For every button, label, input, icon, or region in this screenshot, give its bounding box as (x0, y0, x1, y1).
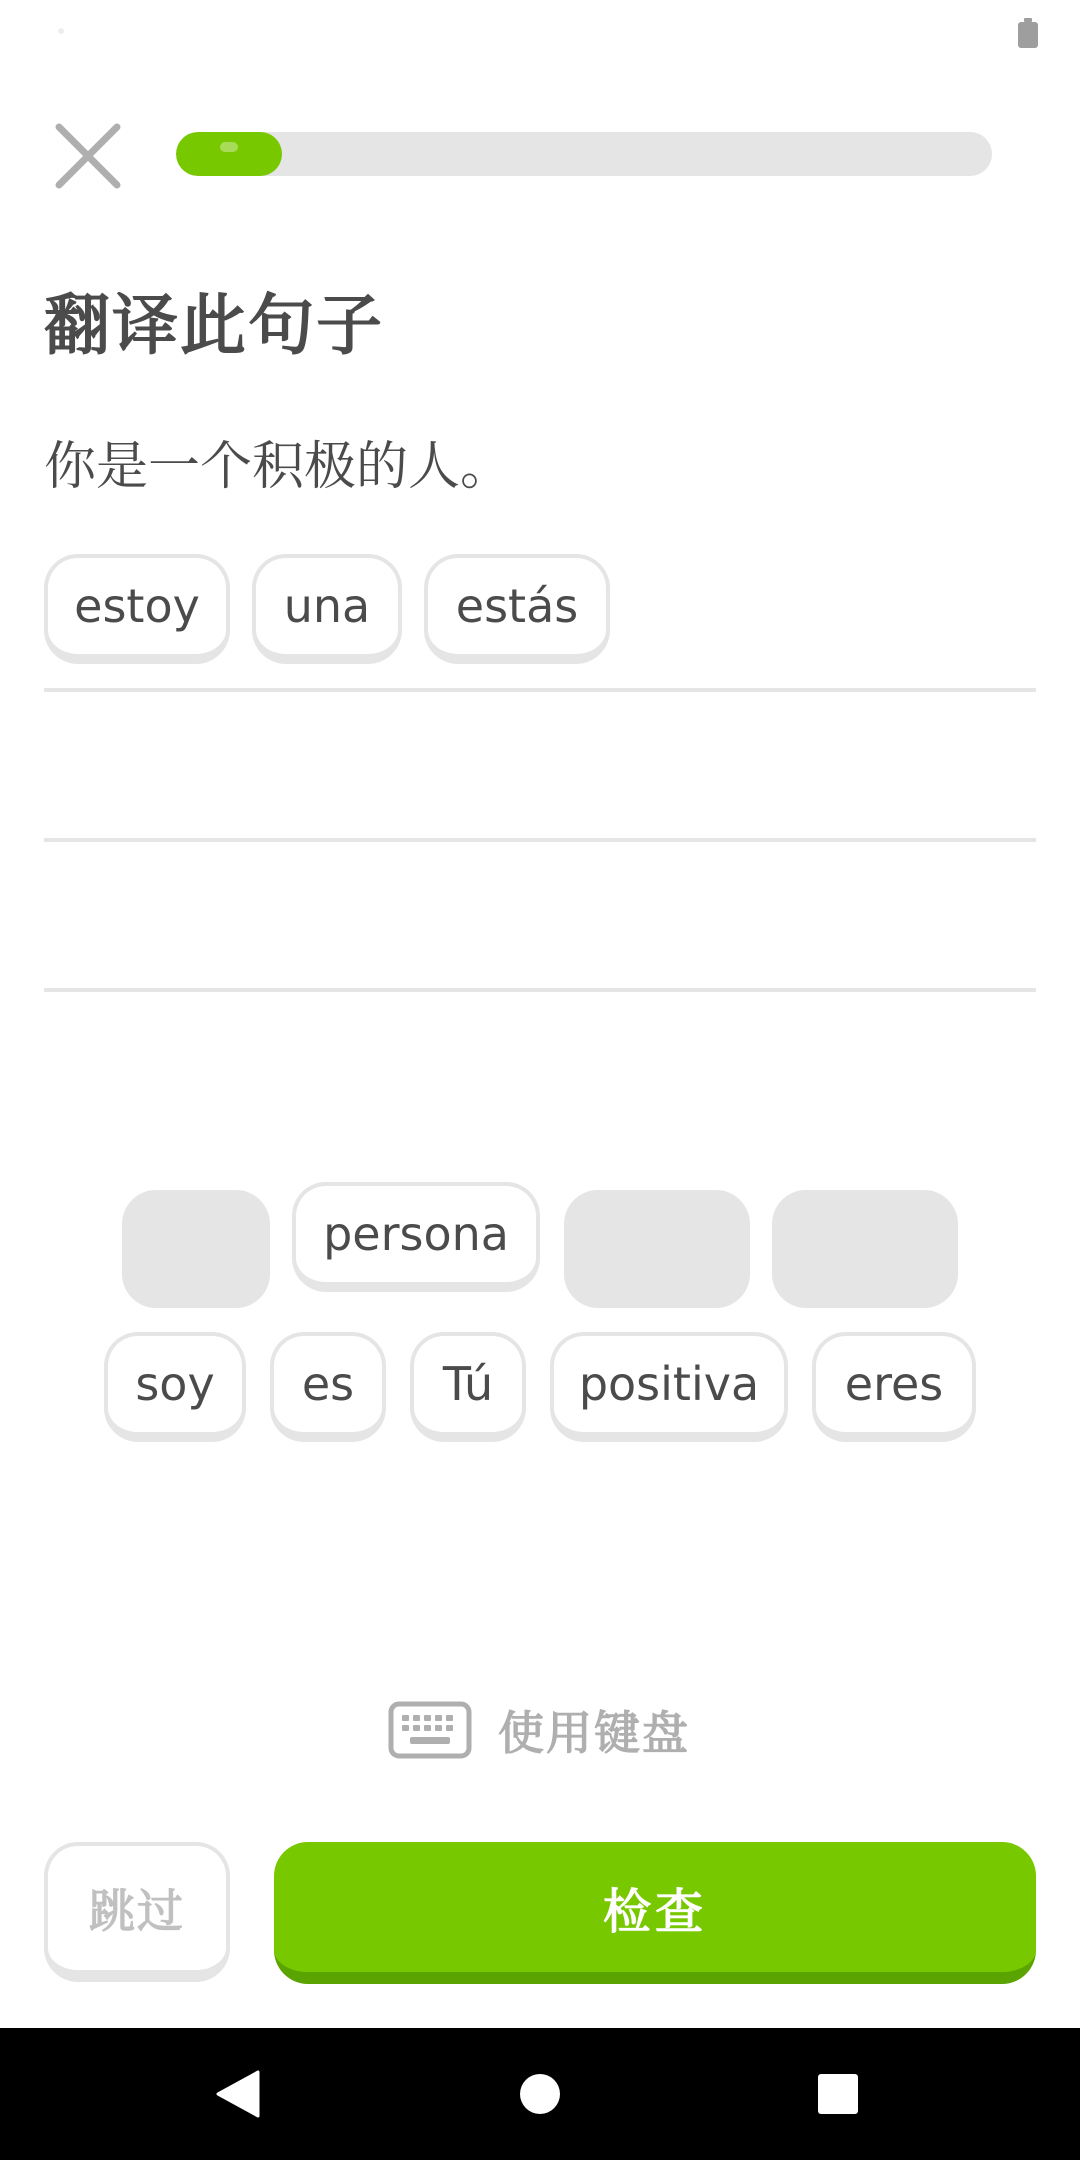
check-button[interactable]: 检查 (274, 1842, 1036, 1984)
word-bank-slot-empty (564, 1190, 750, 1308)
close-button[interactable] (50, 118, 126, 194)
word-bank-chip[interactable]: positiva (550, 1332, 788, 1442)
battery-icon (1018, 18, 1038, 48)
word-bank-chip[interactable]: es (270, 1332, 386, 1442)
page-title: 翻译此句子 (44, 287, 384, 364)
word-bank-slot-empty (122, 1190, 270, 1308)
answer-line (44, 988, 1036, 992)
word-bank-chip[interactable]: soy (104, 1332, 246, 1442)
word-bank-chip[interactable]: Tú (410, 1332, 526, 1442)
answer-chip[interactable]: estoy (44, 554, 230, 664)
back-button[interactable] (208, 2064, 268, 2124)
use-keyboard-button[interactable] (388, 1700, 690, 1760)
answer-line (44, 688, 1036, 692)
word-bank-slot-empty (772, 1190, 958, 1308)
answer-chip[interactable]: estás (424, 554, 610, 664)
home-icon (518, 2072, 562, 2116)
lesson-progress-bar (176, 132, 992, 176)
home-button[interactable] (510, 2064, 570, 2124)
prompt-sentence: 你是一个积极的人。 (44, 437, 513, 497)
status-indicator-dot (58, 28, 64, 34)
system-navigation-bar (0, 2028, 1080, 2160)
back-icon (216, 2070, 260, 2118)
answer-line (44, 838, 1036, 842)
skip-button[interactable]: 跳过 (44, 1842, 230, 1982)
answer-chip[interactable]: una (252, 554, 402, 664)
word-bank-chip[interactable]: persona (292, 1182, 540, 1292)
keyboard-icon (388, 1701, 472, 1759)
progress-fill (176, 132, 282, 176)
word-bank-chip[interactable]: eres (812, 1332, 976, 1442)
close-icon (55, 123, 121, 189)
recents-icon (817, 2073, 859, 2115)
use-keyboard-label: 使用键盘 (498, 1706, 690, 1760)
recents-button[interactable] (808, 2064, 868, 2124)
